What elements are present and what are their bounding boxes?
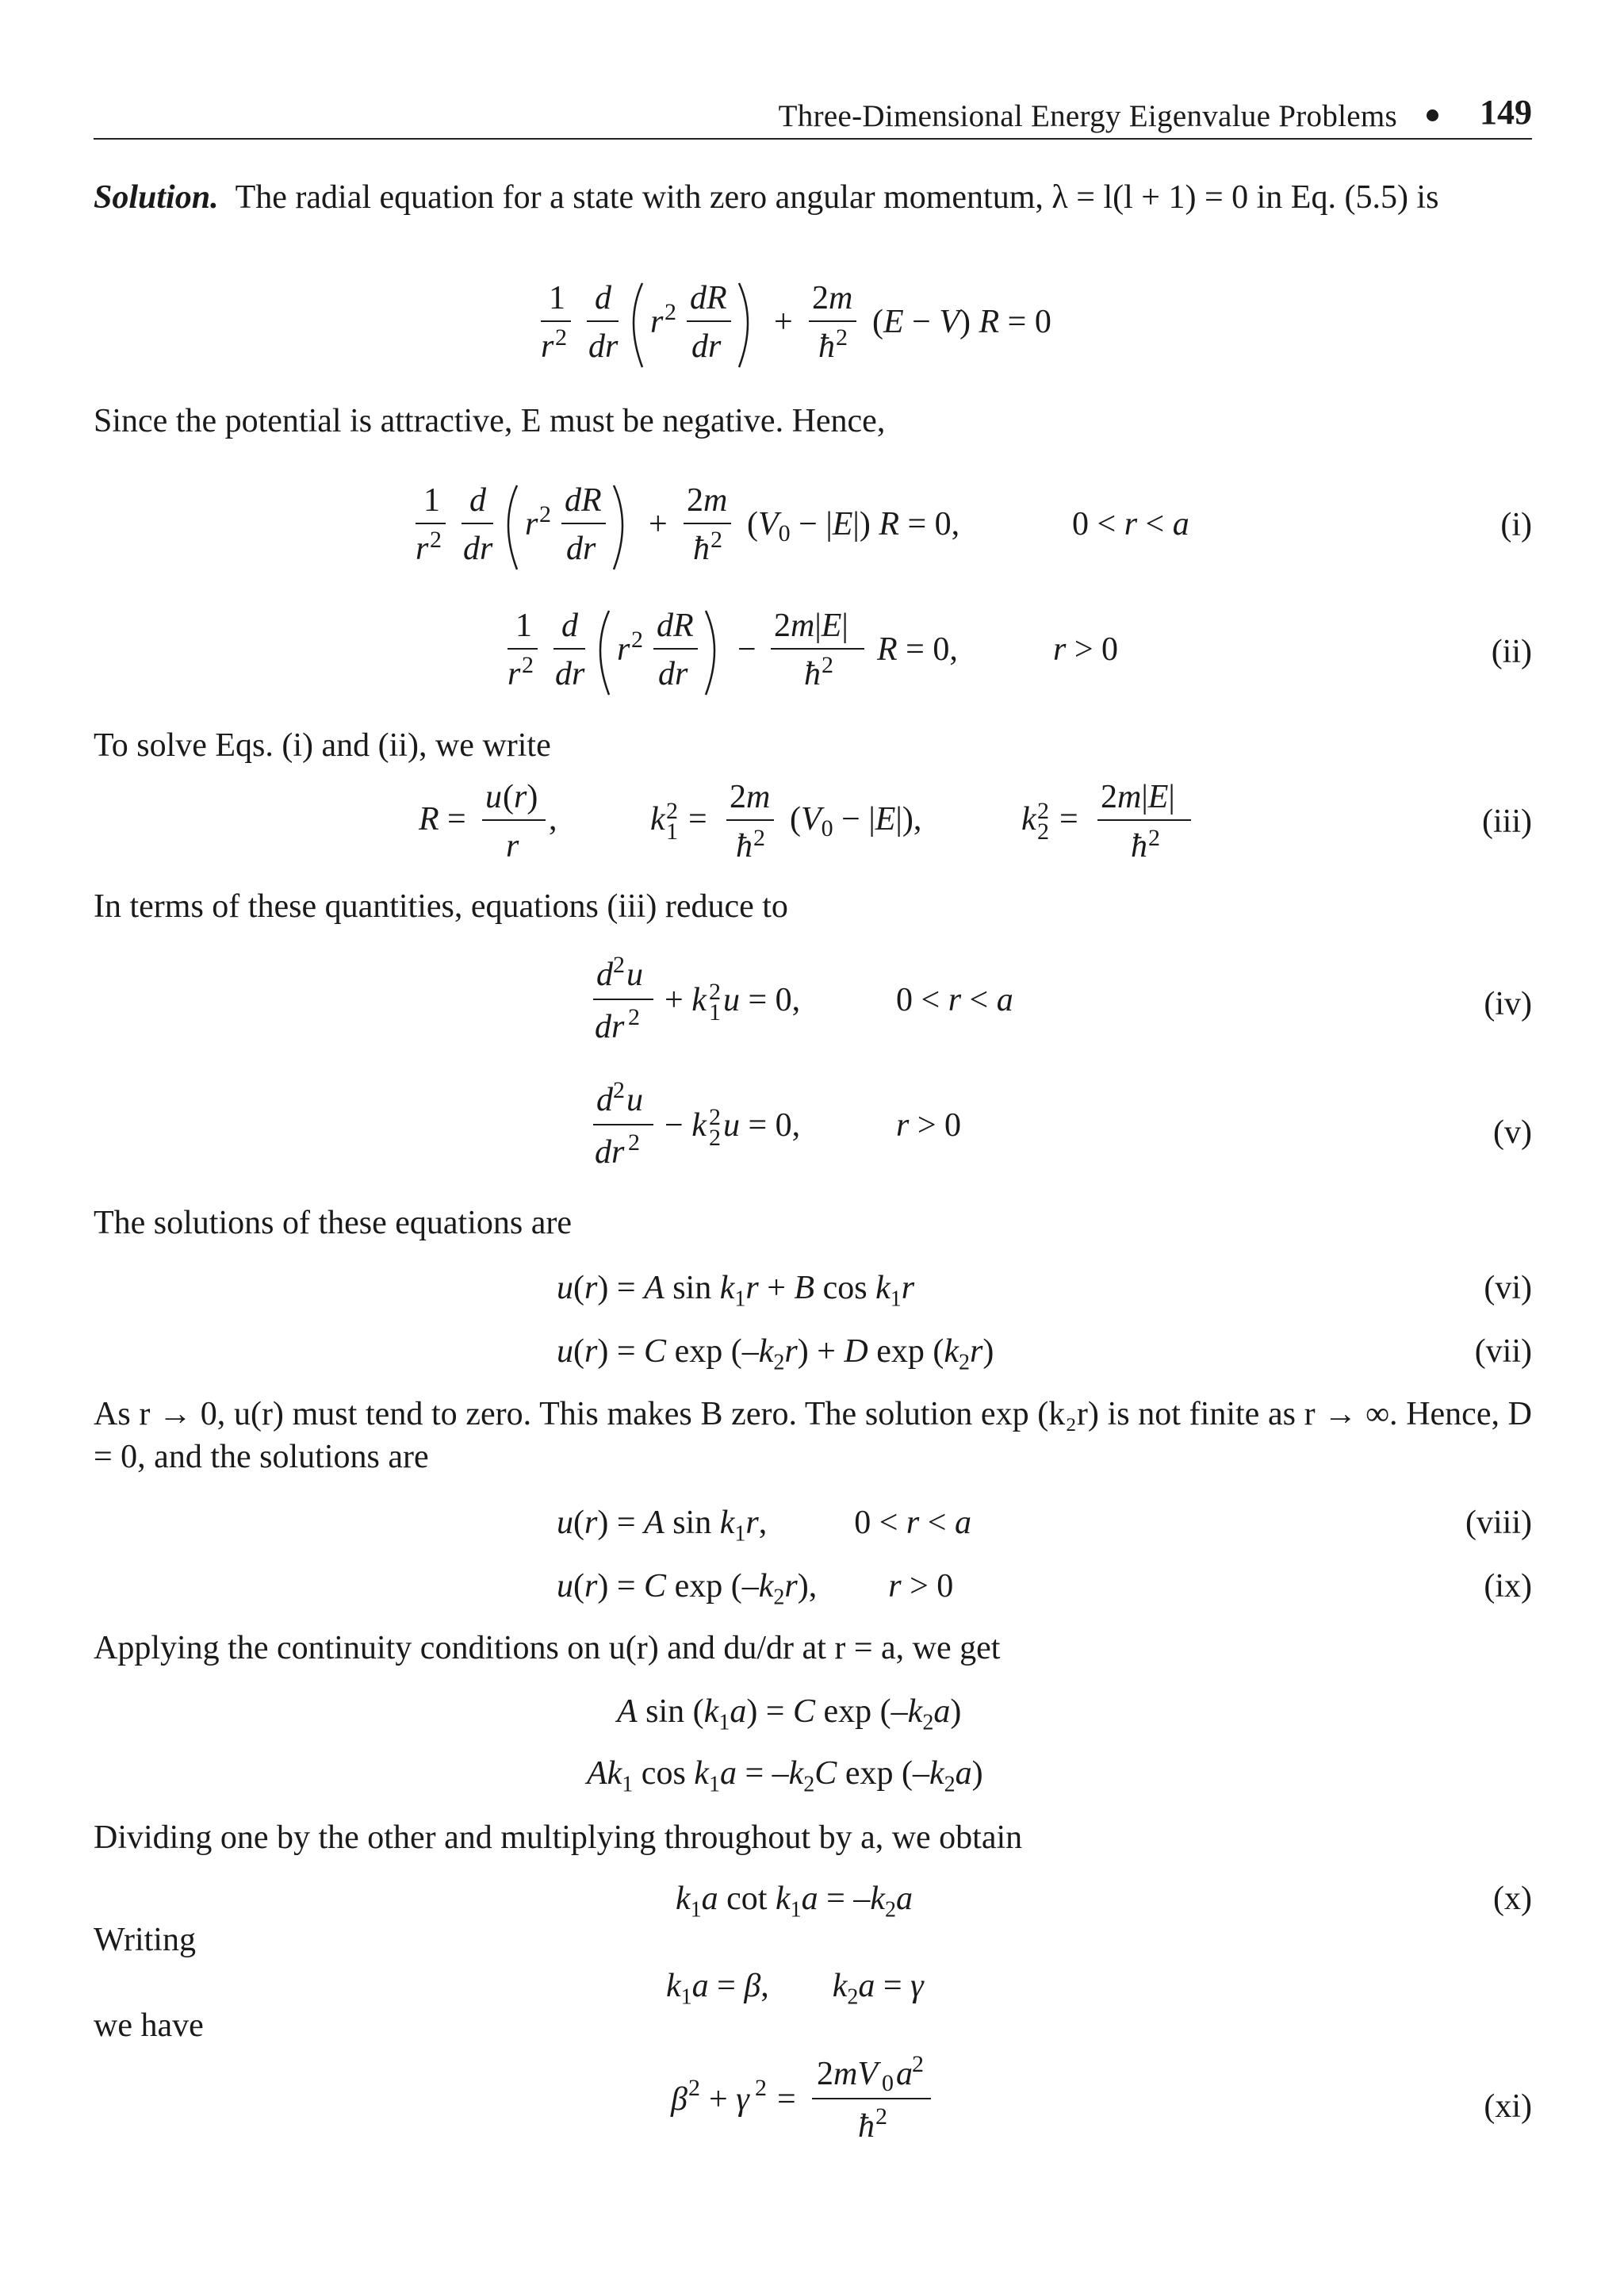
svg-text:dR: dR: [657, 608, 694, 644]
eq-label-ix: (ix): [1484, 1568, 1532, 1604]
svg-text:2: 2: [628, 1004, 640, 1030]
svg-text:dr: dr: [595, 1009, 625, 1045]
eq-label-xi: (xi): [1484, 2088, 1532, 2125]
svg-text:k: k: [1021, 801, 1036, 838]
svg-text:dr: dr: [566, 531, 596, 567]
svg-text:r > 0: r > 0: [1053, 631, 1119, 668]
radial-equation: [531, 274, 1102, 385]
equation-xi: [668, 2049, 969, 2160]
svg-text:2: 2: [755, 2075, 767, 2101]
svg-text:2: 2: [836, 324, 848, 351]
svg-text:u: u: [485, 779, 502, 815]
svg-text:2: 2: [753, 825, 765, 851]
svg-text:−: −: [737, 631, 756, 668]
svg-text:1: 1: [666, 819, 678, 845]
svg-text:2: 2: [613, 952, 625, 978]
svg-text:dr: dr: [595, 1134, 625, 1171]
svg-text:2: 2: [709, 1104, 721, 1130]
page-header: [94, 89, 1532, 140]
svg-text:r: r: [525, 506, 538, 542]
svg-text:2: 2: [555, 324, 567, 351]
svg-text:2mV: 2mV: [817, 2056, 878, 2092]
paragraph-solutions: The solutions of these equations are: [94, 1205, 573, 1241]
svg-text:2: 2: [628, 1129, 640, 1156]
equation-iii: [412, 779, 1285, 890]
svg-text:d: d: [595, 280, 611, 316]
svg-text:=: =: [777, 2081, 796, 2118]
svg-text:r: r: [506, 828, 519, 865]
svg-text:u = 0,: u = 0,: [723, 1107, 801, 1144]
svg-text:2: 2: [688, 2075, 700, 2101]
svg-text:(V0 − |E|),: (V0 − |E|),: [790, 801, 922, 842]
page-number: 149: [1480, 93, 1532, 132]
eq-label-i: (i): [1500, 507, 1532, 543]
equation-vi: u(r) = A $\sin k_1r + B$ $\cos k_1r$: [557, 1270, 915, 1312]
eq-label-iii: (iii): [1482, 803, 1532, 840]
continuity-equation-2: $Ak_1$ $\cos k_1a = -k_2C$ $\exp (-k_2a)$: [587, 1755, 983, 1797]
bullet-separator: [1427, 109, 1438, 121]
svg-text:2: 2: [539, 501, 551, 527]
svg-text:(E − V) R = 0: (E − V) R = 0: [872, 304, 1051, 340]
equation-ix: u(r) = C $\exp (-k_2r)$, r > 0: [557, 1568, 954, 1610]
svg-text:0 < r < a: 0 < r < a: [1072, 506, 1189, 542]
svg-text:1: 1: [709, 999, 721, 1026]
eq-label-v: (v): [1493, 1114, 1532, 1151]
svg-text:2m: 2m: [812, 280, 853, 316]
svg-text:2: 2: [522, 652, 534, 678]
svg-text:+ k: + k: [665, 982, 707, 1018]
svg-text:dr: dr: [588, 328, 619, 365]
svg-text:(r): (r): [503, 779, 538, 815]
substitution-equation: $k_1a = \beta$, $k_2a = \gamma$: [666, 1968, 924, 2010]
paragraph-dividing: Dividing one by the other and multiplying throughout by a, we obtain: [94, 1819, 1023, 1856]
svg-text:+ γ: + γ: [709, 2081, 749, 2118]
svg-text:2: 2: [875, 2103, 887, 2130]
svg-text:2: 2: [631, 627, 643, 653]
eq-label-ii: (ii): [1491, 634, 1532, 670]
svg-text:ħ: ħ: [693, 531, 710, 567]
svg-text:ħ: ħ: [804, 656, 821, 692]
eq-label-iv: (iv): [1484, 986, 1532, 1022]
eq-label-vi: (vi): [1484, 1270, 1532, 1306]
equation-iv: [587, 950, 1078, 1061]
svg-text:2m: 2m: [687, 482, 728, 519]
svg-text:r: r: [508, 656, 521, 692]
svg-text:2m|E|: 2m|E|: [1101, 779, 1175, 815]
paragraph-to-solve: To solve Eqs. (i) and (ii), we write: [94, 727, 551, 764]
equation-ii: [498, 601, 1148, 712]
svg-text:=: =: [688, 801, 707, 838]
svg-text:2: 2: [613, 1077, 625, 1103]
svg-text:dR: dR: [565, 482, 602, 519]
equation-x: $k_1a$ $\cot k_1a = -k_2a$: [676, 1881, 913, 1923]
svg-text:,: ,: [549, 801, 557, 838]
equation-viii: u(r) = A $\sin k_1r$, 0 < r < a: [557, 1505, 971, 1547]
eq-label-x: (x): [1493, 1881, 1532, 1917]
svg-text:u = 0,: u = 0,: [723, 982, 801, 1018]
svg-text:k: k: [650, 801, 665, 838]
svg-text:r: r: [650, 304, 664, 340]
svg-text:0: 0: [882, 2070, 894, 2096]
paragraph-in-terms: In terms of these quantities, equations (iii) reduce to: [94, 888, 788, 925]
paragraph-we-have: we have: [94, 2007, 204, 2044]
solution-intro: [94, 176, 1532, 219]
svg-text:d: d: [596, 957, 613, 993]
paragraph-continuity: Applying the continuity conditions on u(r) and du/dr at r = a, we get: [94, 1630, 1001, 1666]
paragraph-since: Since the potential is attractive, E must be negative. Hence,: [94, 403, 886, 439]
svg-text:r: r: [617, 631, 630, 668]
svg-text:r: r: [541, 328, 554, 365]
svg-text:d: d: [469, 482, 486, 519]
svg-text:dr: dr: [691, 328, 722, 365]
solution-label: Solution.: [94, 179, 219, 216]
equation-vii: u(r) = C $\exp (-k_2r) + D$ $\exp (k_2r)$: [557, 1333, 994, 1375]
svg-text:2: 2: [709, 979, 721, 1005]
svg-text:β: β: [671, 2081, 688, 2118]
svg-text:2: 2: [1148, 825, 1160, 851]
svg-text:d: d: [596, 1082, 613, 1118]
eq-label-viii: (viii): [1465, 1505, 1532, 1541]
svg-text:0 < r < a: 0 < r < a: [896, 982, 1013, 1018]
paragraph-limit: As r → 0, u(r) must tend to zero. This makes B zero. The solution exp (k₂r) is not finite as r → ∞. Hence, D = 0, and the solutions are: [94, 1396, 1532, 1475]
svg-text:2m|E|: 2m|E|: [774, 608, 848, 644]
svg-text:=: =: [447, 801, 466, 838]
svg-text:ħ: ħ: [858, 2108, 875, 2145]
svg-text:r > 0: r > 0: [896, 1107, 962, 1144]
equation-v: [587, 1075, 999, 1187]
svg-text:dr: dr: [463, 531, 493, 567]
svg-text:+: +: [649, 506, 668, 542]
equation-i: [406, 476, 1278, 587]
svg-text:1: 1: [515, 608, 532, 644]
svg-text:a: a: [896, 2056, 913, 2092]
svg-text:2: 2: [1037, 798, 1049, 824]
svg-text:d: d: [561, 608, 578, 644]
svg-text:1: 1: [549, 280, 565, 316]
svg-text:2m: 2m: [730, 779, 771, 815]
svg-text:r: r: [416, 531, 429, 567]
svg-text:2: 2: [822, 652, 833, 678]
svg-text:− k: − k: [665, 1107, 707, 1144]
svg-text:2: 2: [666, 798, 678, 824]
svg-text:2: 2: [1037, 819, 1049, 845]
paragraph-writing: Writing: [94, 1922, 196, 1958]
continuity-equation-1: A $\sin (k_1a) = C$ $\exp (-k_2a)$: [617, 1693, 962, 1735]
svg-text:dr: dr: [658, 656, 688, 692]
svg-text:2: 2: [665, 299, 676, 325]
svg-text:R: R: [419, 801, 439, 838]
intro-text: The radial equation for a state with zero angular momentum, λ = l(l + 1) = 0 in Eq. (5.5) is: [235, 179, 1439, 216]
svg-text:ħ: ħ: [1131, 828, 1147, 865]
svg-text:ħ: ħ: [736, 828, 753, 865]
svg-text:u: u: [626, 957, 643, 993]
svg-text:R = 0,: R = 0,: [877, 631, 958, 668]
svg-text:dR: dR: [690, 280, 727, 316]
eq-label-vii: (vii): [1474, 1333, 1532, 1370]
svg-text:u: u: [626, 1082, 643, 1118]
svg-text:2: 2: [430, 527, 442, 553]
svg-text:2: 2: [912, 2051, 924, 2077]
svg-text:ħ: ħ: [818, 328, 835, 365]
svg-text:2: 2: [709, 1125, 721, 1151]
running-head: Three-Dimensional Energy Eigenvalue Problems: [778, 99, 1397, 133]
svg-text:dr: dr: [555, 656, 585, 692]
svg-text:+: +: [774, 304, 793, 340]
svg-text:1: 1: [423, 482, 440, 519]
svg-text:=: =: [1059, 801, 1078, 838]
svg-text:2: 2: [710, 527, 722, 553]
svg-text:(V0 − |E|) R = 0,: (V0 − |E|) R = 0,: [747, 506, 960, 546]
